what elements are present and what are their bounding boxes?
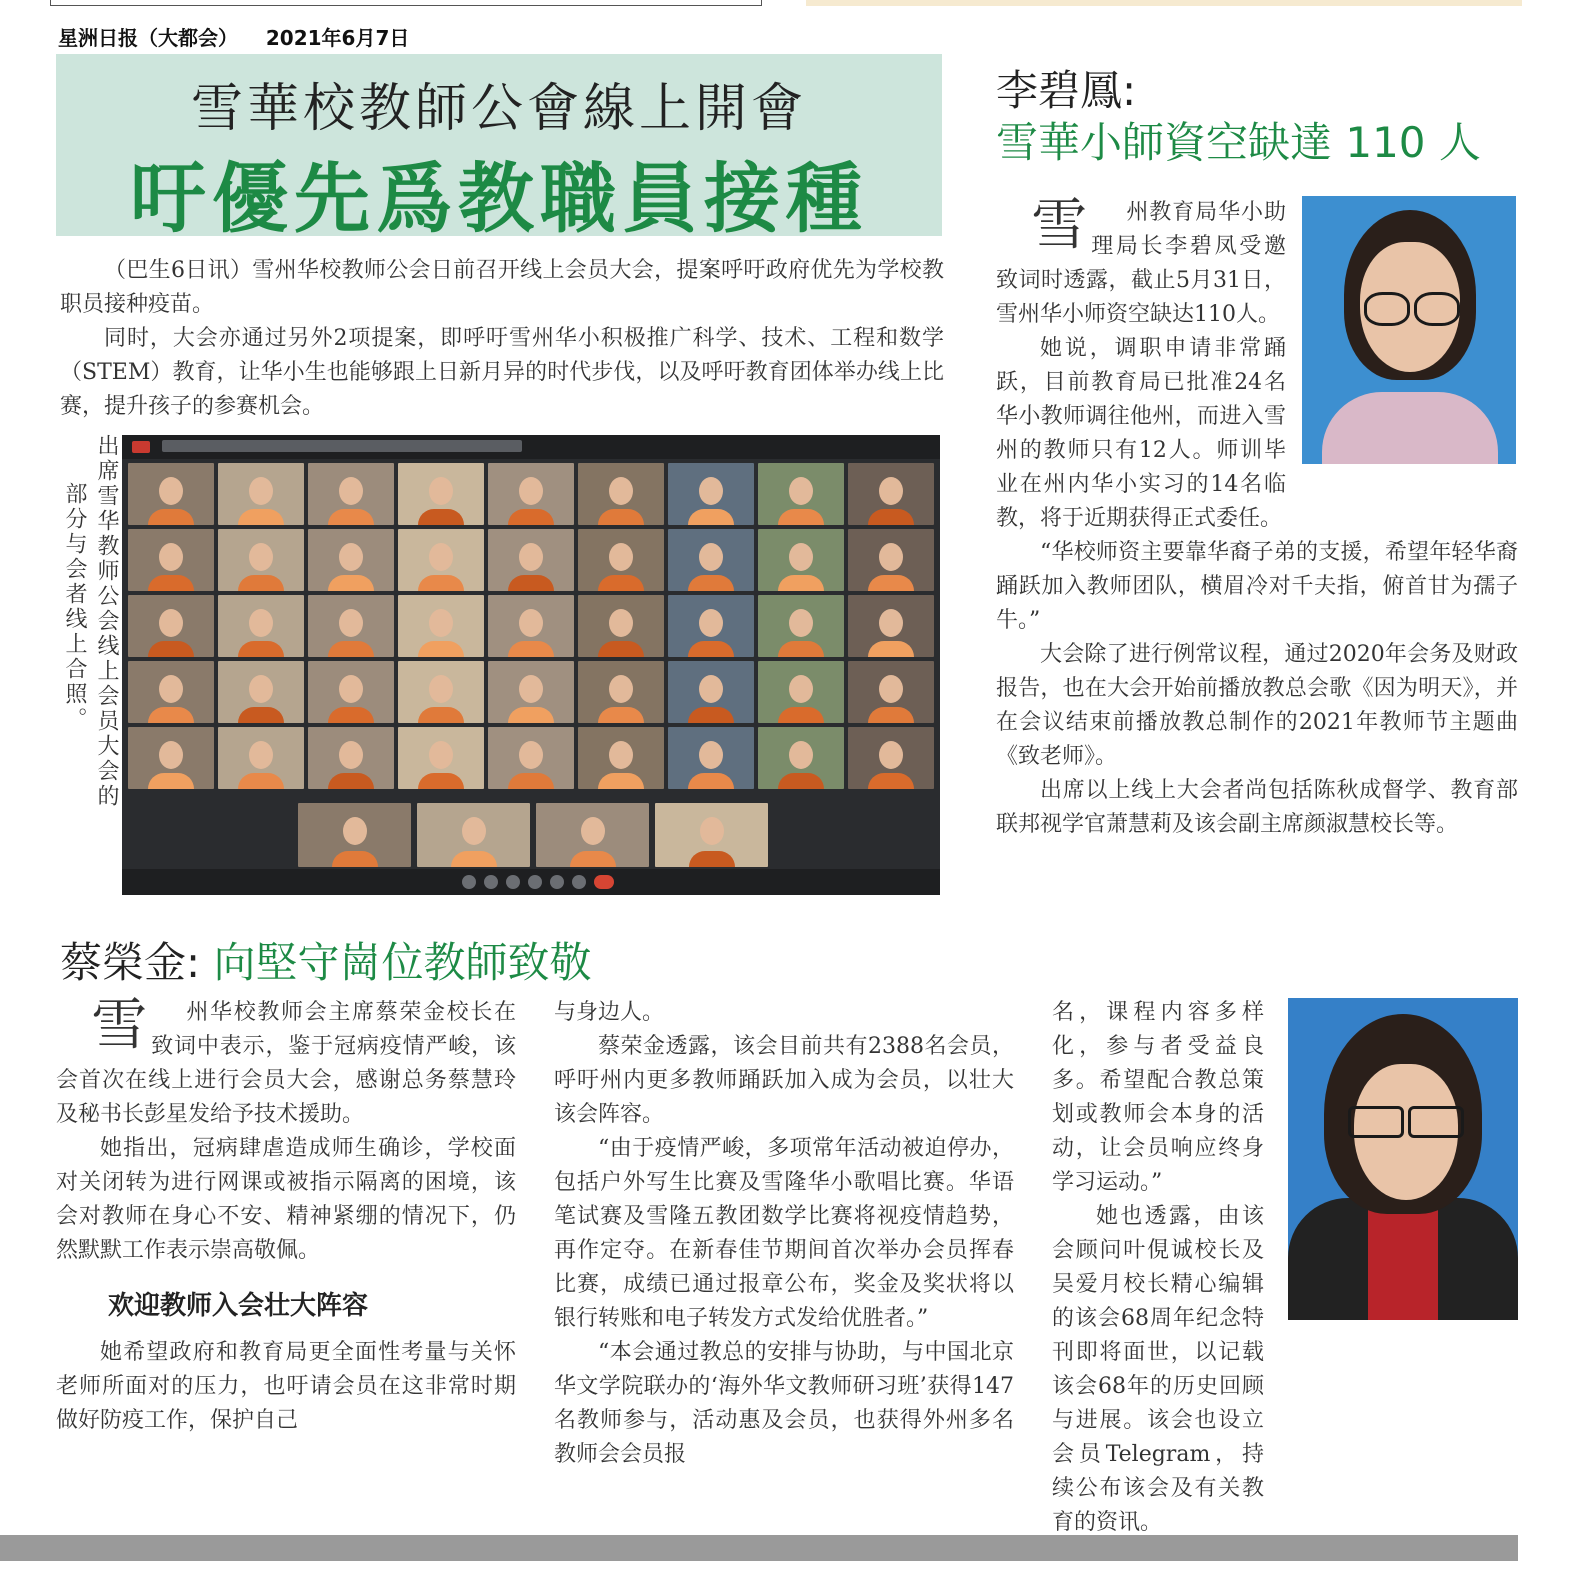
photo-caption-part2: 部分与会者线上合照。 [62,482,87,732]
col3-paragraph-1: 她也透露，由该会顾问叶俔诚校长及吴爱月校长精心编辑的该会68周年纪念特刊即将面世，以记载该会68年的历史回顾与进展。该会也设立会员Telegram，持续公布该会及有关教育的资讯。 [1052,1204,1264,1535]
participant-shirt [238,707,284,723]
participant-face [789,543,813,571]
participant-tile [308,661,394,723]
participant-shirt [508,773,554,789]
participant-face [159,741,183,769]
participant-tile [668,661,754,723]
participant-tile [758,463,844,525]
top-border-right [806,0,1522,6]
bottom-story-heading [60,930,592,990]
participant-tile [488,727,574,789]
participant-shirt [148,509,194,525]
participant-shirt [238,641,284,657]
right-story-name: 李碧鳳: [996,66,1137,115]
right-story-headline: 雪華小師資空缺達 110 人 [996,118,1481,167]
participant-tile [298,803,411,867]
participant-face [429,543,453,571]
participant-shirt [418,509,464,525]
main-headline-line1: 雪華校教師公會線上開會 [190,79,807,139]
participant-shirt [598,641,644,657]
participant-tile [758,661,844,723]
present-icon [550,875,564,889]
participant-face [159,543,183,571]
participant-face [429,477,453,505]
bottom-column-3 [1052,996,1518,1540]
participant-face [879,675,903,703]
participant-face [519,543,543,571]
bottom-column-1 [56,993,516,1438]
participant-tile [668,463,754,525]
participant-shirt [778,509,824,525]
participant-shirt [148,773,194,789]
right-first-paragraph-text: 州教育局华小助理局长李碧凤受邀致词时透露，截止5月31日，雪州华小师资空缺达110人。 [996,200,1286,327]
participant-shirt [328,773,374,789]
participant-tile [488,595,574,657]
participant-face [581,817,605,845]
participant-tile [128,595,214,657]
participant-face [462,817,486,845]
participant-tile [218,595,304,657]
col1-first-paragraph [56,993,516,1132]
participant-shirt [328,641,374,657]
drop-cap: 雪 [1031,193,1088,258]
bottom-story-headline: 向堅守崗位教師致敬 [213,938,592,987]
video-conference-screenshot-image [122,435,940,895]
participant-face [789,741,813,769]
col2-continuation: 与身边人。 [554,1000,665,1025]
participant-tile [578,595,664,657]
participant-tile [488,661,574,723]
participant-tile [218,661,304,723]
participant-face [249,543,273,571]
participant-face [700,817,724,845]
participant-face [609,675,633,703]
participant-tile [668,529,754,591]
participant-face [609,543,633,571]
masthead-paper: 星洲日报（大都会） [58,26,238,50]
participant-tile [848,595,934,657]
drop-cap-2: 雪 [91,993,148,1058]
participant-face [519,741,543,769]
participant-face [249,675,273,703]
conference-top-bar [122,435,940,459]
col2-paragraph-3: “本会通过教总的安排与协助，与中国北京华文学院联办的‘海外华文教师研习班’获得147名教师参与，活动惠及会员，也获得外州多名教师会会员报 [554,1340,1014,1467]
participant-tile [758,529,844,591]
participant-shirt [148,707,194,723]
masthead [58,22,409,51]
participant-face [879,543,903,571]
participant-shirt [688,773,734,789]
right-paragraph-4: 出席以上线上大会者尚包括陈秋成督学、教育部联邦视学官萧慧莉及该会副主席颜淑慧校长等。 [996,778,1518,837]
participant-tile [308,529,394,591]
participant-face [789,609,813,637]
participant-face [343,817,367,845]
participant-shirt [868,575,914,591]
participant-face [519,675,543,703]
participant-face [519,609,543,637]
participant-tile [848,529,934,591]
participant-tiles-bottom-row [298,803,768,867]
right-paragraph-2: “华校师资主要靠华裔子弟的支援，希望年轻华裔踊跃加入教师团队，横眉冷对千夫指，俯首甘为孺子牛。” [996,540,1518,633]
col1-paragraph-3: 她希望政府和教育局更全面性考量与关怀老师所面对的压力，也吁请会员在这非常时期做好防疫工作，保护自己 [56,1340,516,1433]
participant-face [699,543,723,571]
subheading: 欢迎教师入会壮大阵容 [108,1291,369,1321]
recording-icon [132,441,150,453]
participant-shirt [778,575,824,591]
participant-tile [848,661,934,723]
participant-tile [848,727,934,789]
bottom-story-name: 蔡榮金: [60,938,201,987]
participant-face [339,675,363,703]
lead-article [60,254,944,424]
conference-control-bar [122,869,940,895]
participant-shirt [688,509,734,525]
participant-face [159,609,183,637]
participant-face [699,477,723,505]
col1-paragraph-2: 她指出，冠病肆虐造成师生确诊，学校面对关闭转为进行网课或被指示隔离的困境，该会对教师在身心不安、精神紧绷的情况下，仍然默默工作表示崇高敬佩。 [56,1136,516,1263]
participant-tile [218,529,304,591]
participant-face [609,609,633,637]
participant-face [429,741,453,769]
participant-shirt [451,851,497,867]
hand-icon [528,875,542,889]
participant-shirt [418,641,464,657]
participant-face [249,741,273,769]
participant-tile [308,727,394,789]
participant-face [609,741,633,769]
participant-face [789,675,813,703]
participant-tile [488,529,574,591]
participant-shirt [868,773,914,789]
photo-caption-part1: 出席雪华教师公会线上会员大会的 [94,434,119,809]
bottom-rule [0,1535,1518,1561]
end-call-icon [594,875,614,889]
participant-tile [218,463,304,525]
participant-shirt [238,773,284,789]
participant-shirt [148,575,194,591]
col3-continuation: 名，课程内容多样化，参与者受益良多。希望配合教总策划或教师会本身的活动，让会员响应终身学习运动。” [1052,1000,1264,1195]
participant-tile [398,727,484,789]
top-border-left [50,0,762,6]
participant-tile [578,727,664,789]
participant-face [339,543,363,571]
participant-shirt [332,851,378,867]
camera-icon [484,875,498,889]
participant-face [519,477,543,505]
participant-face [249,477,273,505]
participant-shirt [689,851,735,867]
col2-paragraph-2: “由于疫情严峻，多项常年活动被迫停办，包括户外写生比赛及雪隆华小歌唱比赛。华语笔试赛及雪隆五教团数学比赛将视疫情趋势，再作定夺。在新春佳节期间首次举办会员挥春比赛，成绩已通过报章公布，奖金及奖状将以银行转账和电子转发方式发给优胜者。” [554,1136,1014,1331]
participant-tile [668,727,754,789]
participant-face [879,477,903,505]
participant-tile [128,727,214,789]
participant-tile [128,463,214,525]
participant-shirt [778,707,824,723]
participant-shirt [418,773,464,789]
col1-first-paragraph-text: 州华校教师会主席蔡荣金校长在致词中表示，鉴于冠病疫情严峻，该会首次在线上进行会员大会，感谢总务蔡慧玲及秘书长彭星发给予技术援助。 [56,1000,516,1127]
participant-tile [578,661,664,723]
mic-icon [462,875,476,889]
participant-shirt [418,575,464,591]
participant-tile [758,727,844,789]
participant-tile [578,529,664,591]
right-paragraph-3: 大会除了进行例常议程，通过2020年会务及财政报告，也在大会开始前播放教总会歌《因为明天》，并在会议结束前播放教总制作的2021年教师节主题曲《致老师》。 [996,642,1518,769]
participant-tile [128,661,214,723]
participant-tile [308,595,394,657]
participant-shirt [328,509,374,525]
right-first-paragraph [996,193,1286,332]
participant-face [699,675,723,703]
participant-tile [578,463,664,525]
participant-shirt [328,707,374,723]
participant-tile [655,803,768,867]
participant-tile [488,463,574,525]
participant-face [699,609,723,637]
participant-tile [848,463,934,525]
participant-shirt [598,707,644,723]
participant-tile [536,803,649,867]
participant-face [609,477,633,505]
more-icon [572,875,586,889]
participant-shirt [778,773,824,789]
participant-tile [398,595,484,657]
participant-face [789,477,813,505]
participant-tile [758,595,844,657]
participant-shirt [508,575,554,591]
col2-paragraph-1: 蔡荣金透露，该会目前共有2388名会员，呼吁州内更多教师踊跃加入成为会员，以壮大该会阵容。 [554,1034,1014,1127]
participant-face [429,609,453,637]
participant-shirt [508,509,554,525]
participant-face [159,675,183,703]
participant-shirt [418,707,464,723]
col3-paragraph-1-start [1052,1200,1264,1540]
participant-shirt [598,509,644,525]
participant-face [699,741,723,769]
participant-shirt [868,509,914,525]
participant-tile [218,727,304,789]
participant-shirt [598,575,644,591]
participant-face [879,609,903,637]
participant-face [339,741,363,769]
participant-tile [417,803,530,867]
participant-tile [398,529,484,591]
participant-face [339,477,363,505]
participant-tile [398,463,484,525]
lead-paragraph-1: （巴生6日讯）雪州华校教师公会日前召开线上会员大会，提案呼吁政府优先为学校教职员接种疫苗。 [60,258,944,317]
participant-shirt [238,509,284,525]
participant-tile [128,529,214,591]
participant-shirt [508,707,554,723]
participant-shirt [688,641,734,657]
participant-face [879,741,903,769]
lead-paragraph-2: 同时，大会亦通过另外2项提案，即呼吁雪州华小积极推广科学、技术、工程和数学（STEM）教育，让华小生也能够跟上日新月异的时代步伐，以及呼吁教育团体举办线上比赛，提升孩子的参赛机会。 [60,326,944,419]
participant-face [339,609,363,637]
participant-tile [398,661,484,723]
right-paragraph-1: 她说，调职申请非常踊跃，目前教育局已批准24名华小教师调往他州，而进入雪州的教师只有12人。师训毕业在州内华小实习的14名临教，将于近期获得正式委任。 [996,336,1286,531]
participant-shirt [148,641,194,657]
main-headline-line2: 吁優先爲教職員接種 [130,154,868,243]
participant-face [249,609,273,637]
right-story-body [996,193,1518,842]
participant-shirt [570,851,616,867]
participant-shirt [508,641,554,657]
participant-shirt [868,641,914,657]
participant-shirt [598,773,644,789]
conference-title-bar [162,440,522,452]
photo-caption [56,434,120,904]
participant-face [159,477,183,505]
masthead-date: 2021年6月7日 [265,26,410,50]
captions-icon [506,875,520,889]
participant-tile [308,463,394,525]
participant-shirt [688,575,734,591]
participant-shirt [238,575,284,591]
participant-tiles [128,463,934,789]
participant-shirt [688,707,734,723]
participant-shirt [778,641,824,657]
bottom-column-2 [554,996,1014,1472]
participant-shirt [868,707,914,723]
participant-face [429,675,453,703]
participant-shirt [328,575,374,591]
participant-tile [668,595,754,657]
